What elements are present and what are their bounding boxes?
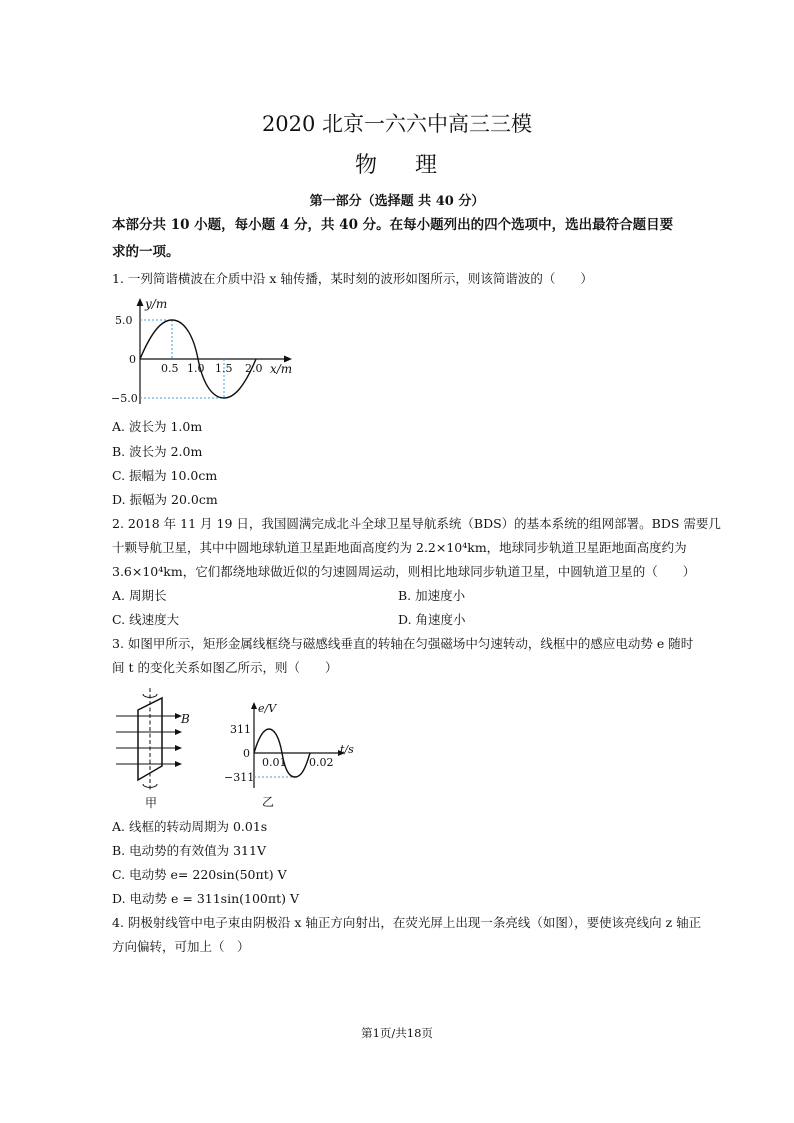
q2-option-c: C. 线速度大 — [112, 612, 180, 627]
q3-figure-a-caption: 甲 — [145, 796, 158, 810]
question-2-stem-line-3: 3.6×10⁴km，它们都绕地球做近似的匀速圆周运动，则相比地球同步轨道卫星，中圆轨道卫星的（ ） — [112, 564, 696, 579]
q3-figure-b-caption: 乙 — [262, 795, 275, 809]
q3-y-tick-zero: 0 — [243, 747, 250, 760]
instructions-line-2: 求的一项。 — [112, 244, 180, 260]
q3-option-d: D. 电动势 e = 311sin(100πt) V — [112, 891, 299, 906]
subject-title — [0, 148, 794, 179]
question-3-stem-line-1: 3. 如图甲所示，矩形金属线框绕与磁感线垂直的转轴在匀强磁场中匀速转动，线框中的感应电动势 e 随时 — [112, 636, 694, 651]
q2-option-b: B. 加速度小 — [398, 588, 466, 603]
section-heading: 第一部分（选择题 共 40 分） — [309, 194, 485, 209]
q2-option-a: A. 周期长 — [112, 588, 167, 603]
q1-option-c: C. 振幅为 10.0cm — [112, 468, 218, 483]
q3-x-tick-0-01: 0.01 — [262, 756, 287, 769]
question-2-stem-line-2: 十颗导航卫星，其中中圆地球轨道卫星距地面高度约为 2.2×10⁴km，地球同步轨道卫星距地面高度约为 — [112, 540, 687, 555]
q3-e-arrow-icon — [251, 702, 257, 709]
q1-x-tick-1-0: 1.0 — [187, 362, 205, 375]
q3-field-label: B — [181, 712, 190, 726]
subject-char-1: 物 — [354, 153, 379, 178]
q1-y-axis-label: y/m — [145, 297, 168, 311]
q3-y-tick-max: 311 — [230, 723, 251, 736]
q1-x-tick-2-0: 2.0 — [245, 362, 263, 375]
q3-option-c: C. 电动势 e= 220sin(50πt) V — [112, 867, 287, 882]
q1-y-tick-max: 5.0 — [115, 314, 133, 327]
question-3-stem-line-2: 间 t 的变化关系如图乙所示，则（ ） — [112, 660, 338, 675]
q3-figure-a-rotating-coil — [112, 684, 202, 810]
q1-option-a: A. 波长为 1.0m — [112, 419, 203, 434]
q3-figure-b-emf-graph — [224, 700, 364, 810]
q1-option-d: D. 振幅为 20.0cm — [112, 492, 218, 507]
q1-x-tick-0-5: 0.5 — [161, 362, 179, 375]
q1-y-tick-min: −5.0 — [111, 392, 138, 405]
q3-option-a: A. 线框的转动周期为 0.01s — [112, 819, 268, 834]
q1-x-tick-1-5: 1.5 — [215, 362, 233, 375]
page-footer: 第1页/共18页 — [361, 1026, 433, 1040]
q3-t-axis-label: t/s — [340, 743, 354, 756]
q3-field-lines — [116, 716, 178, 764]
q2-option-d: D. 角速度小 — [398, 612, 466, 627]
q3-x-tick-0-02: 0.02 — [309, 756, 334, 769]
q3-y-tick-min: −311 — [224, 771, 255, 784]
instructions-line-1: 本部分共 10 小题，每小题 4 分，共 40 分。在每小题列出的四个选项中，选出最符合题目要 — [112, 217, 674, 233]
q3-option-b: B. 电动势的有效值为 311V — [112, 843, 266, 858]
q1-y-tick-zero: 0 — [129, 353, 136, 366]
question-1-stem: 1. 一列简谐横波在介质中沿 x 轴传播，某时刻的波形如图所示，则该简谐波的（ ） — [112, 271, 593, 286]
q1-option-b: B. 波长为 2.0m — [112, 444, 203, 459]
q1-x-axis-label: x/m — [270, 362, 293, 376]
question-4-stem-line-2: 方向偏转，可加上（ ） — [112, 939, 250, 954]
subject-char-2: 理 — [415, 153, 440, 178]
q1-wave-figure — [112, 292, 302, 410]
document-title: 2020 北京一六六中高三三模 — [261, 112, 533, 136]
question-2-stem-line-1: 2. 2018 年 11 月 19 日，我国圆满完成北斗全球卫星导航系统（BDS）的基本系统的组网部署。BDS 需要几 — [112, 516, 721, 531]
q3-e-axis-label: e/V — [258, 702, 277, 715]
q1-y-arrow-icon — [137, 298, 144, 306]
question-4-stem-line-1: 4. 阴极射线管中电子束由阴极沿 x 轴正方向射出，在荧光屏上出现一条亮线（如图），要使该亮线向 z 轴正 — [112, 915, 702, 930]
